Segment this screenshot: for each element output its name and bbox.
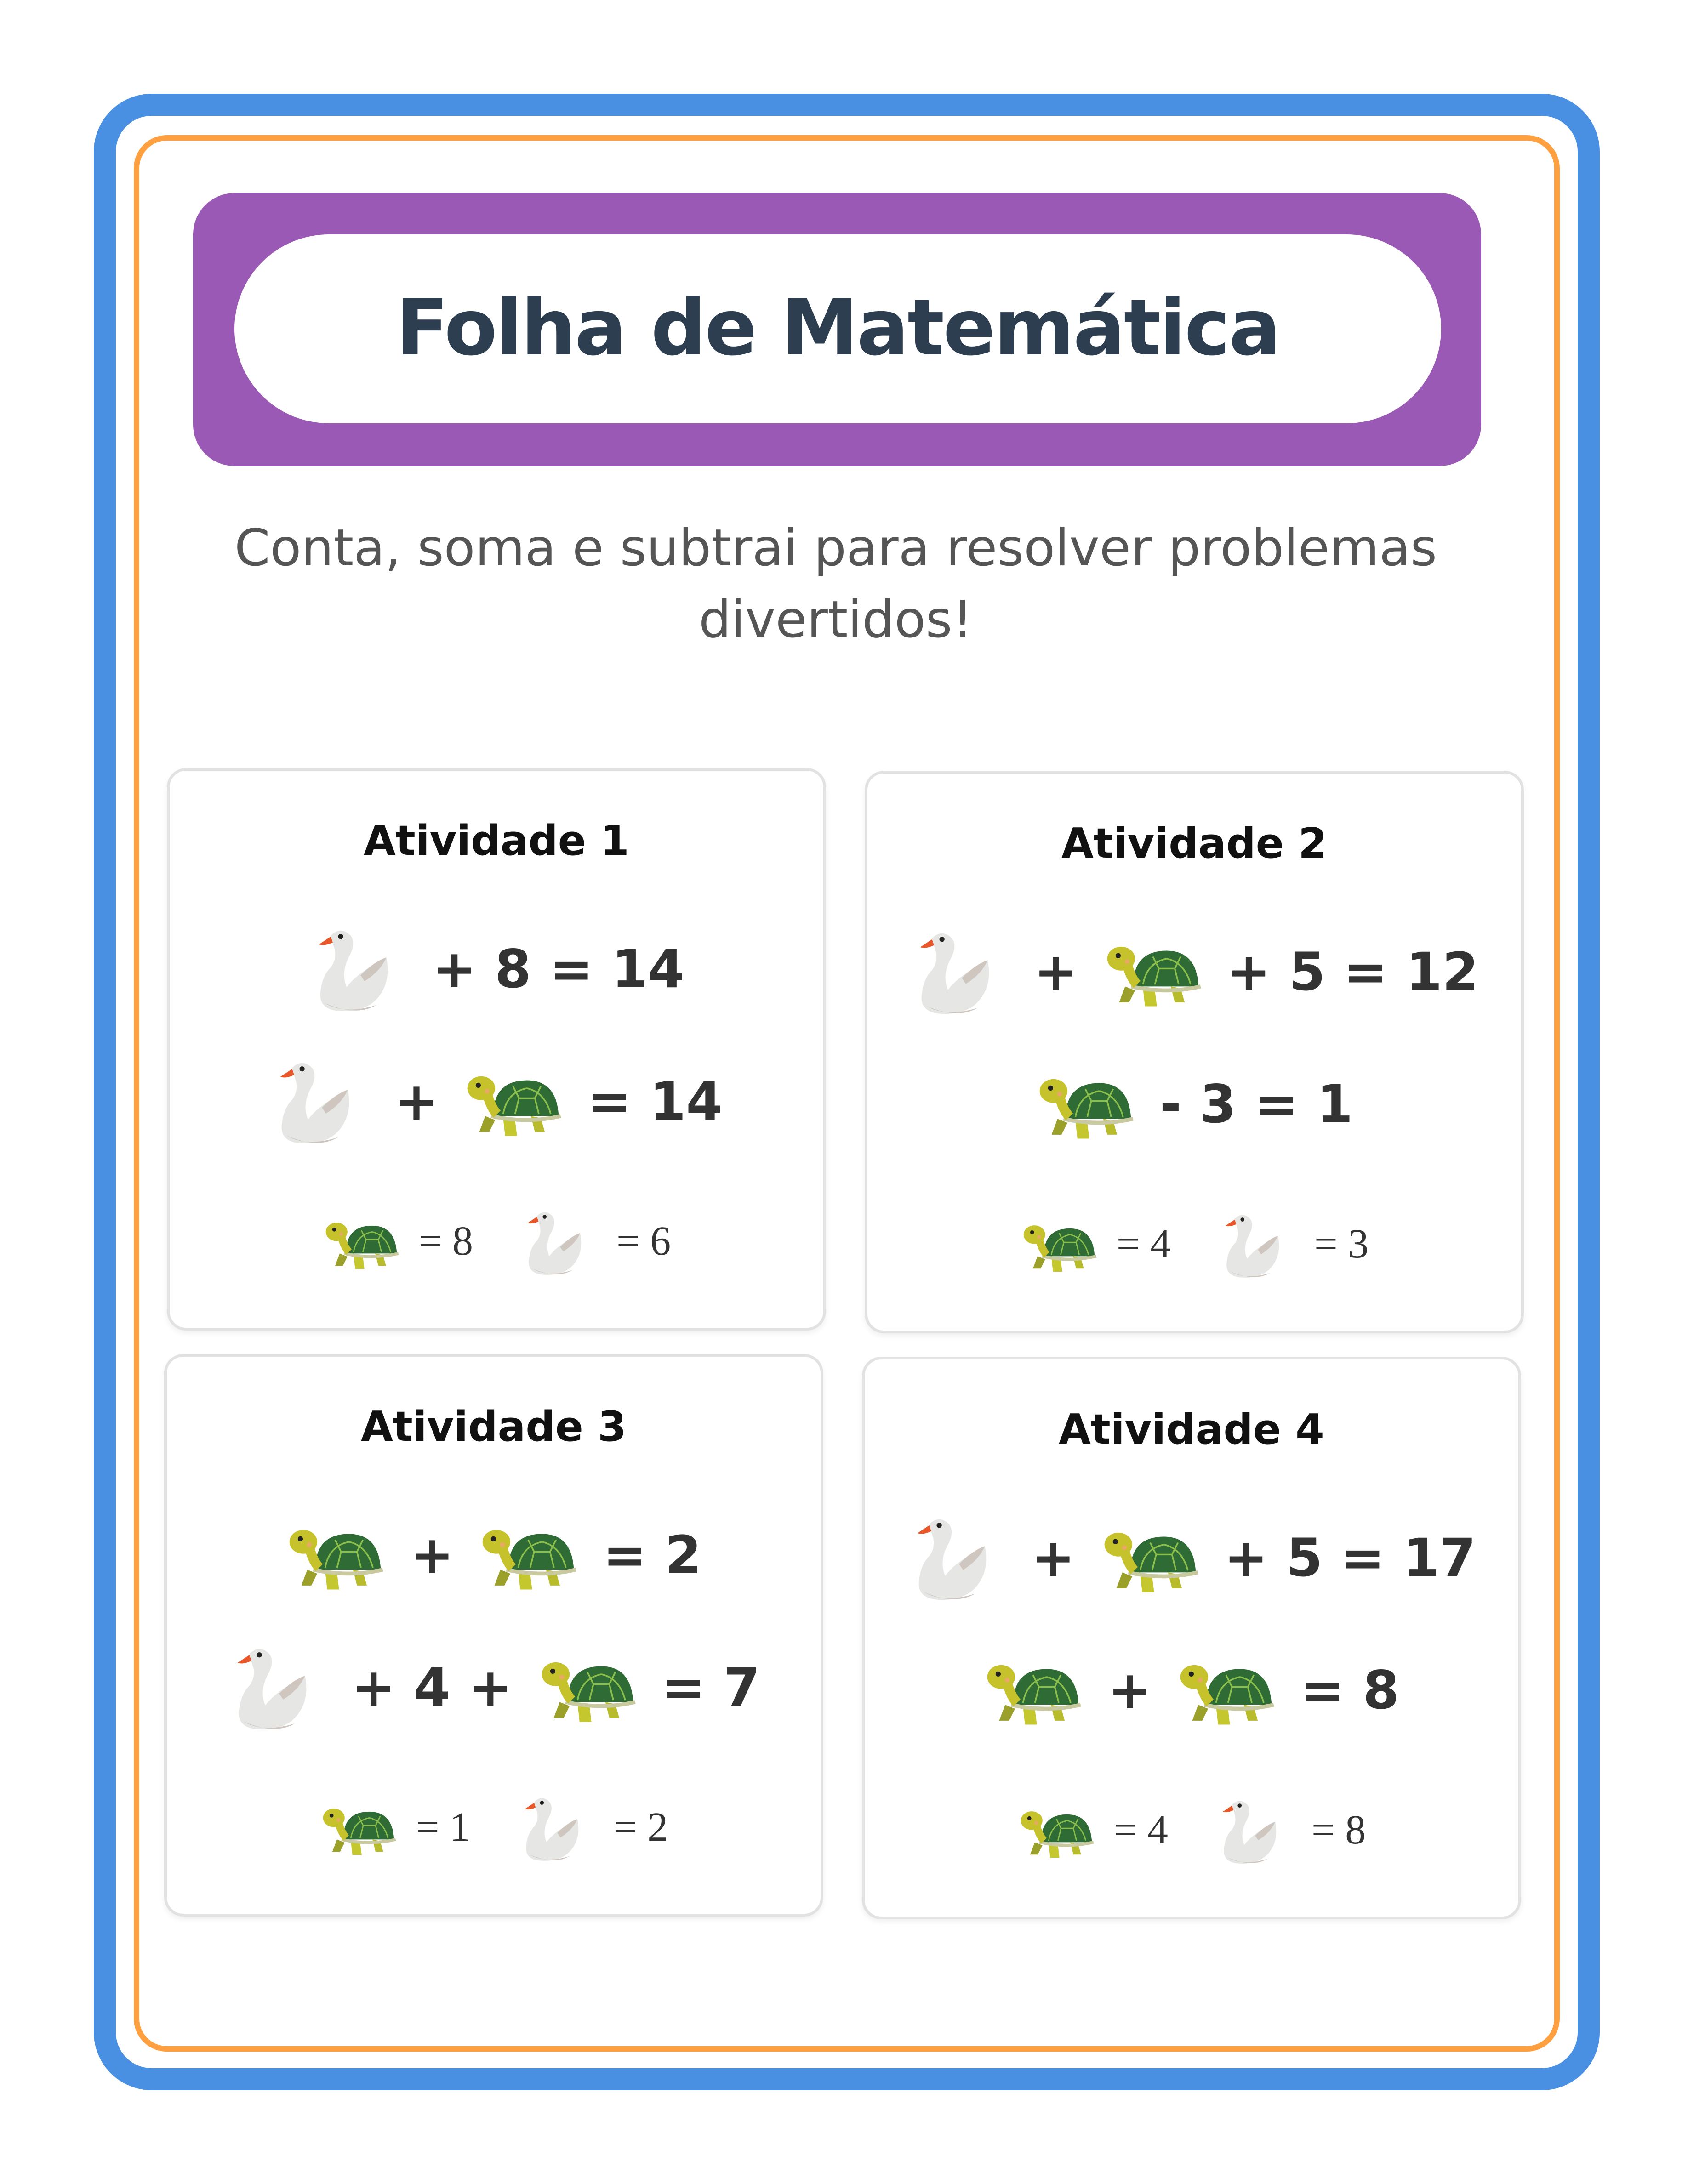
activity-title: Atividade 3 [361,1404,627,1452]
turtle-icon [286,1518,385,1592]
answer-turtle [319,1799,470,1857]
turtle-icon [479,1518,578,1592]
equation-text: = 8 [1300,1660,1400,1721]
answer-value: = 4 [1113,1808,1168,1853]
equation-row [867,920,1521,1024]
equation-text: + [1034,942,1078,1002]
answer-turtle [1020,1216,1171,1274]
answer-value: = 4 [1116,1222,1171,1267]
answer-value: = 8 [1312,1808,1366,1853]
answer-value: = 1 [416,1805,470,1850]
turtle-icon [463,1064,563,1139]
equation-text: = 7 [661,1657,760,1718]
activity-card-3 [164,1354,823,1917]
equation-text: + [1031,1528,1075,1588]
equation-text: = 14 [587,1071,723,1132]
swan-icon [228,1638,327,1737]
answer-value: = 3 [1314,1222,1369,1267]
equation-text: = 2 [603,1525,702,1586]
equation-text: + 5 = 17 [1224,1528,1476,1588]
swan-icon [517,1790,594,1867]
answer-turtle [1017,1802,1168,1860]
turtle-icon [1017,1802,1095,1860]
answer-turtle [322,1213,473,1271]
swan-icon [520,1204,597,1281]
equation-text: + [394,1071,439,1132]
turtle-icon [1036,1067,1135,1142]
equation-text: + [1107,1660,1152,1721]
swan-icon [308,920,408,1019]
answer-value: = 2 [614,1805,668,1850]
page-subtitle: Conta, soma e subtrai para resolver problemas divertidos! [234,518,1437,649]
header-banner [193,193,1481,466]
activity-card-2 [865,771,1524,1333]
swan-icon [1215,1792,1292,1870]
activity-card-4 [862,1357,1521,1919]
answer-row [167,1787,821,1870]
swan-icon [910,922,1009,1022]
activity-title: Atividade 1 [364,818,629,866]
answer-swan [1215,1792,1366,1870]
swan-icon [1218,1206,1295,1284]
equation-text: + 4 + [351,1657,513,1718]
turtle-icon [984,1653,1083,1728]
answer-swan [1218,1206,1369,1284]
activity-title: Atividade 4 [1059,1406,1324,1455]
equation-row [867,1052,1521,1157]
turtle-icon [319,1799,397,1857]
turtle-icon [1103,935,1202,1009]
answer-swan [517,1790,668,1867]
equation-row [167,1635,821,1740]
answer-swan [520,1204,671,1281]
page-title: Folha de Matemática [396,284,1280,374]
answer-value: = 6 [616,1219,671,1264]
equation-row [865,1638,1518,1743]
answer-row [867,1204,1521,1286]
answer-value: = 8 [418,1219,473,1264]
turtle-icon [322,1213,399,1271]
equation-text: - 3 = 1 [1159,1074,1353,1135]
turtle-icon [1176,1653,1276,1728]
equation-text: + [410,1525,454,1586]
activity-title: Atividade 2 [1061,820,1327,869]
equation-row [170,917,823,1022]
activity-card-1 [167,768,826,1331]
swan-icon [270,1052,370,1151]
equation-row [170,1049,823,1154]
turtle-icon [1100,1521,1199,1595]
turtle-icon [1020,1216,1097,1274]
turtle-icon [537,1650,637,1725]
answer-row [865,1790,1518,1872]
answer-row [170,1201,823,1284]
equation-row [167,1503,821,1608]
title-pill [234,234,1441,423]
equation-text: + 8 = 14 [432,939,685,1000]
equation-text: + 5 = 12 [1226,942,1479,1002]
swan-icon [907,1508,1006,1608]
equation-row [865,1506,1518,1610]
